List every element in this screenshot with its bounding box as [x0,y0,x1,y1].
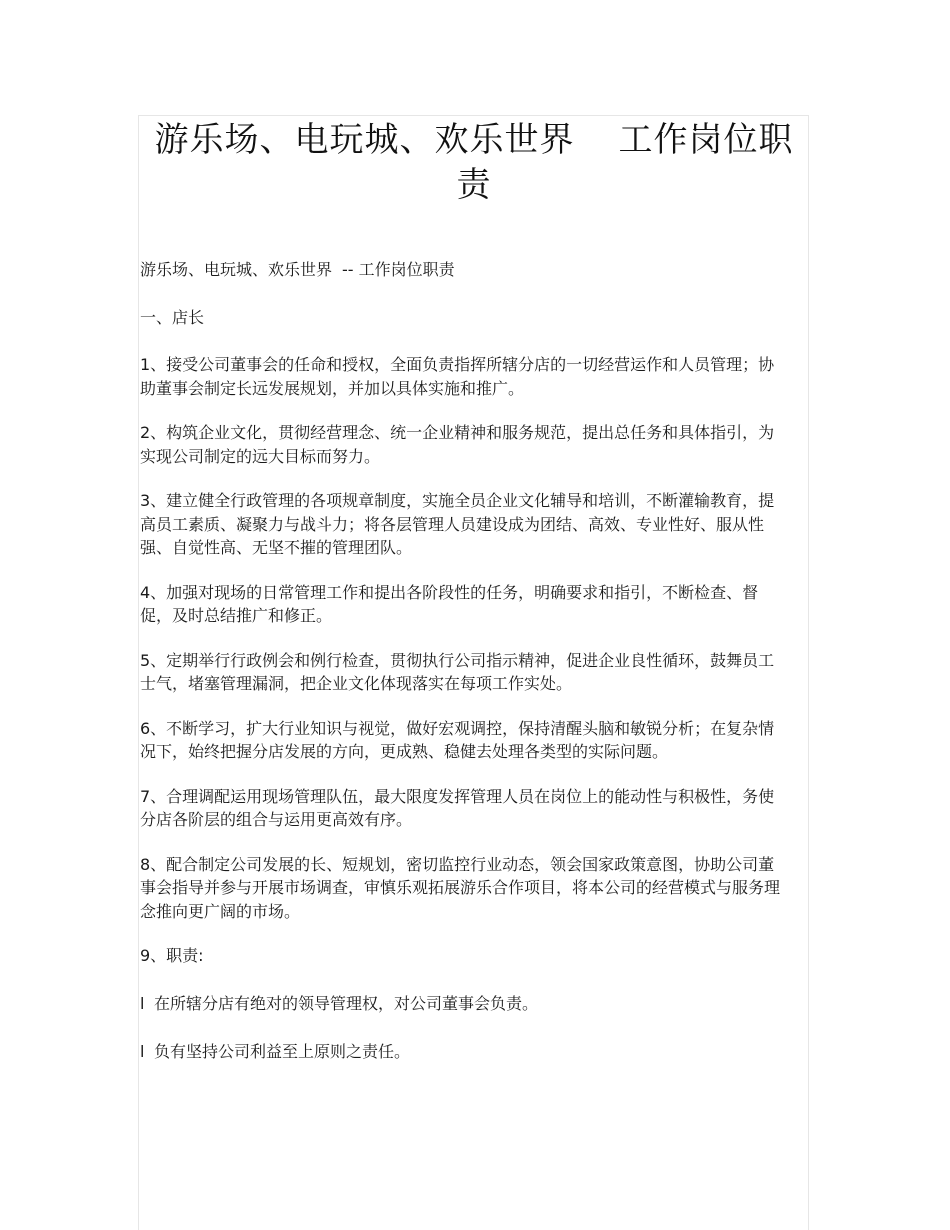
bullet-item [140,1040,780,1064]
document-body [140,258,780,1089]
title-line-2: 责 [456,165,492,205]
document-subtitle [140,258,780,282]
bullet-text: 在所辖分店有绝对的领导管理权，对公司董事会负责。 [154,993,539,1013]
duty-item-3: 3、建立健全行政管理的各项规章制度，实施全员企业文化辅导和培训，不断灌输教育，提高员工素质、凝聚力与战斗力；将各层管理人员建设成为团结、高效、专业性好、服从性强、自觉性高、无坚不摧的管理团队。 [140,491,775,557]
duty-item-9: 9、职责: [140,946,204,965]
duty-item-2: 2、构筑企业文化，贯彻经营理念、统一企业精神和服务规范，提出总任务和具体指引，为实现公司制定的远大目标而努力。 [140,423,775,466]
title-part-2: 工作岗位职 [618,120,794,160]
bullet-item [140,992,780,1016]
duty-item-8: 8、配合制定公司发展的长、短规划，密切监控行业动态，领会国家政策意图，协助公司董事会指导并参与开展市场调查，审慎乐观拓展游乐合作项目，将本公司的经营模式与服务理念推向更广阔的市场。 [140,854,781,921]
duty-item-7: 7、合理调配运用现场管理队伍，最大限度发挥管理人员在岗位上的能动性与积极性，务使分店各阶层的组合与运用更高效有序。 [140,786,775,829]
title-part-1: 游乐场、电玩城、欢乐世界 [154,120,575,160]
duty-item-1: 1、接受公司董事会的任命和授权，全面负责指挥所辖分店的一切经营运作和人员管理；协助董事会制定长远发展规划，并加以具体实施和推广。 [140,355,775,398]
document-title [140,118,808,208]
subtitle-part-1: 游乐场、电玩城、欢乐世界 [140,260,333,279]
bullet-marker: l [140,1042,145,1061]
duty-item-5: 5、定期举行行政例会和例行检查，贯彻执行公司指示精神，促进企业良性循环，鼓舞员工士气，堵塞管理漏洞，把企业文化体现落实在每项工作实处。 [140,650,775,693]
subtitle-part-2: -- 工作岗位职责 [342,260,455,279]
bullet-marker: l [140,993,145,1013]
section-heading: 一、店长 [140,307,205,327]
bullet-text: 负有坚持公司利益至上原则之责任。 [154,1042,411,1061]
duty-item-6: 6、不断学习，扩大行业知识与视觉，做好宏观调控，保持清醒头脑和敏锐分析；在复杂情况下，始终把握分店发展的方向，更成熟、稳健去处理各类型的实际问题。 [140,718,775,761]
duty-item-4: 4、加强对现场的日常管理工作和提出各阶段性的任务，明确要求和指引，不断检查、督促，及时总结推广和修正。 [140,582,759,625]
